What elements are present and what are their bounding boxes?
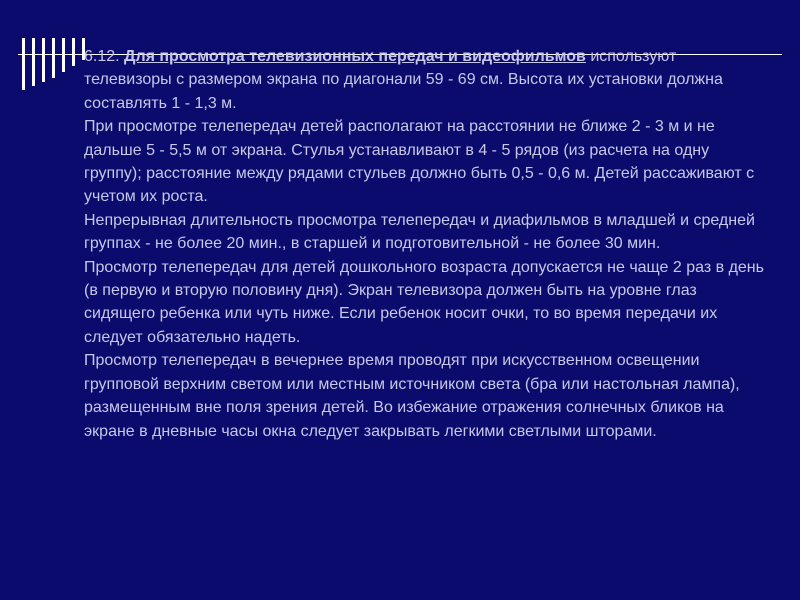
stripe bbox=[72, 38, 75, 66]
slide-heading: Для просмотра телевизионных передач и видеофильмов bbox=[124, 48, 586, 65]
paragraph: При просмотре телепередач детей располагают на расстоянии не ближе 2 - 3 м и не дальше 5 - 5,5 м от экрана. Стулья устанавливают в 4 - 5 рядов (из расчета на одну группу); расстояние между рядами стульев должно быть 0,5 - 0,6 м. Детей рассаживают с учетом их роста. bbox=[84, 118, 755, 206]
stripe bbox=[22, 38, 25, 90]
paragraph-intro bbox=[84, 45, 764, 115]
stripe bbox=[42, 38, 45, 82]
decorative-stripes bbox=[20, 38, 90, 90]
paragraph: Непрерывная длительность просмотра телепередач и диафильмов в младшей и средней группах - не более 20 мин., в старшей и подготовительной - не более 30 мин. bbox=[84, 211, 755, 253]
stripe bbox=[62, 38, 65, 72]
paragraph: Просмотр телепередач для детей дошкольного возраста допускается не чаще 2 раз в день (в первую и вторую половину дня). Экран телевизора должен быть на уровне глаз сидящего ребенка или чуть ниже. Если ребенок носит очки, то во время передачи их следует обязательно надеть. bbox=[84, 258, 764, 346]
paragraph-text: используют телевизоры с размером экрана по диагонали 59 - 69 см. Высота их установки должна составлять 1 - 1,3 м. bbox=[84, 48, 723, 112]
section-number: 6.12. bbox=[84, 48, 120, 65]
stripe bbox=[52, 38, 55, 78]
slide-body bbox=[84, 45, 764, 443]
paragraph: Просмотр телепередач в вечернее время проводят при искусственном освещении групповой верхним светом или местным источником света (бра или настольная лампа), размещенным вне поля зрения детей. Во избежание отражения солнечных бликов на экране в дневные часы окна следует закрывать легкими светлыми шторами. bbox=[84, 352, 740, 440]
stripe bbox=[32, 38, 35, 86]
